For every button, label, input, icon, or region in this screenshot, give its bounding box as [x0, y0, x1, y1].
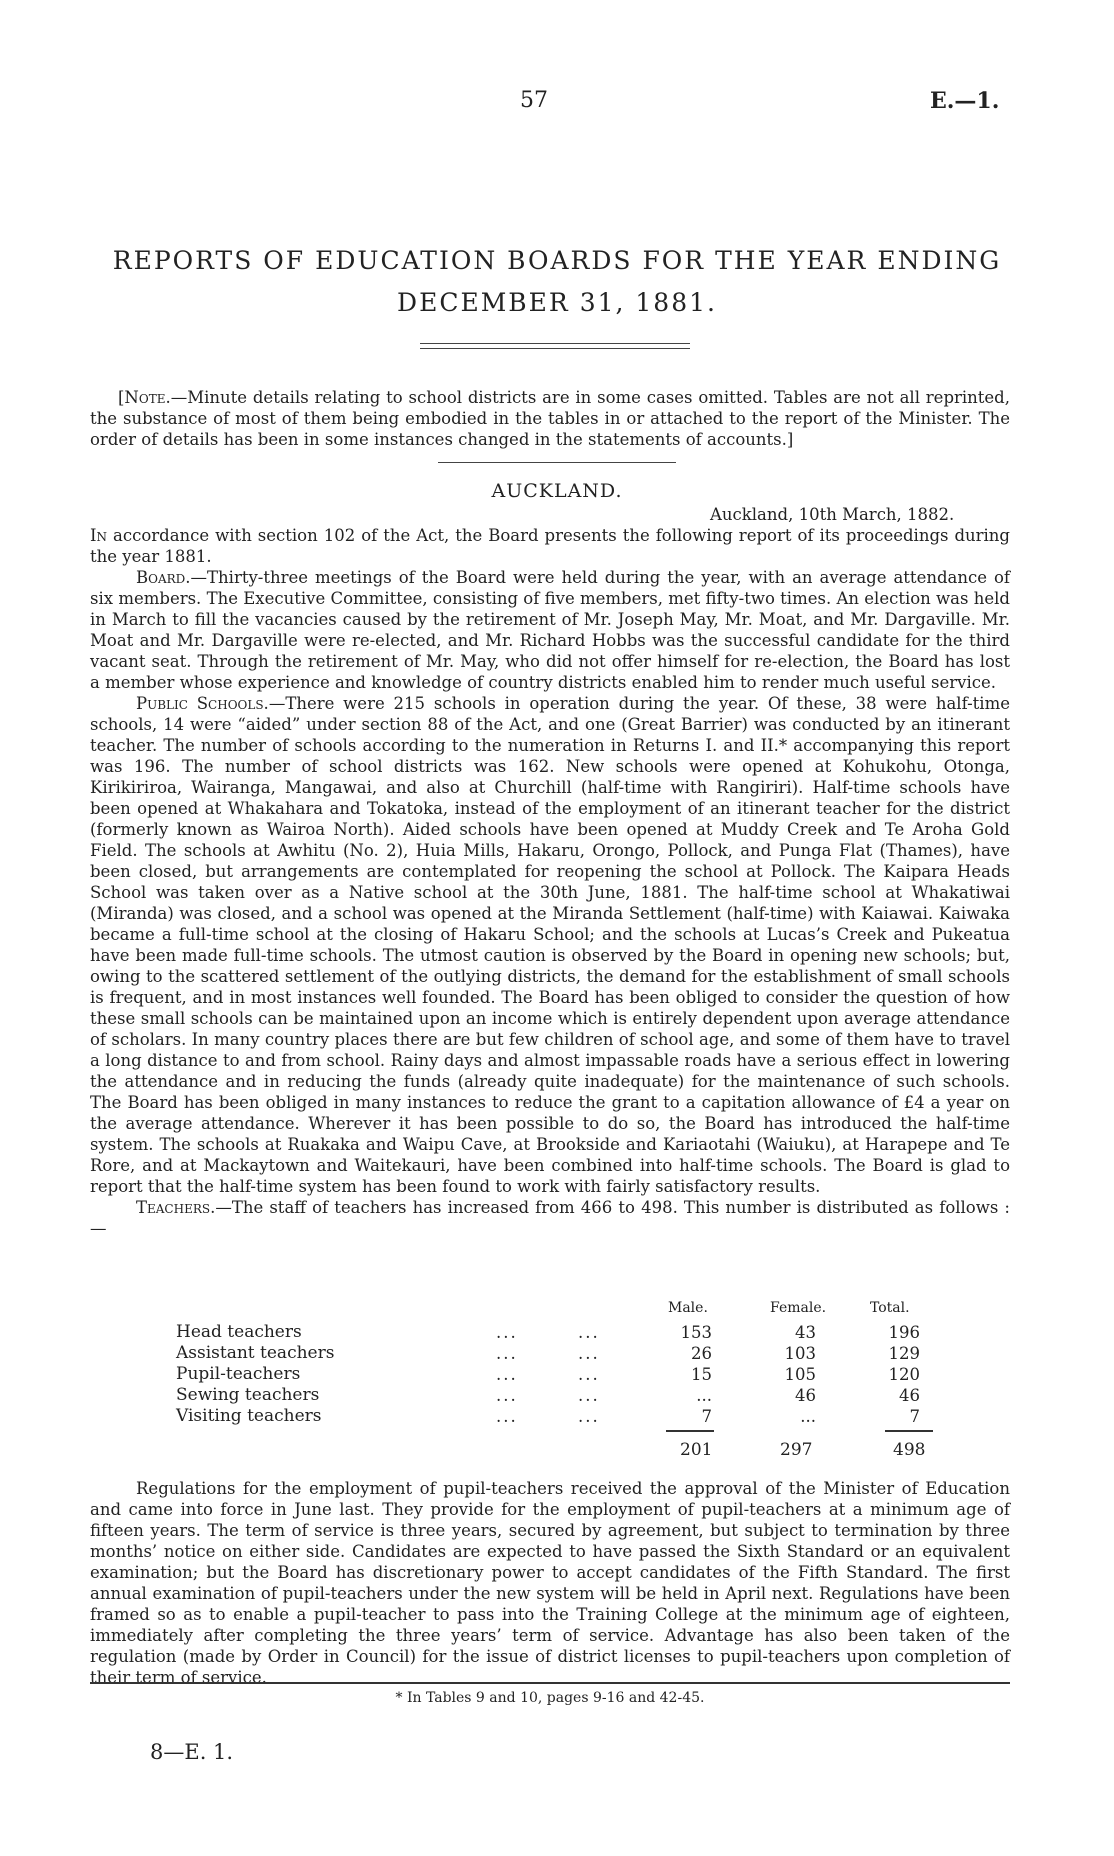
note-text: —Minute details relating to school districts are in some cases omitted. Tables are not all reprinted, the substance of most of them being embodied in the tables in or attached to the report of the Minister. The order of details has been in some instances changed in the statements of accounts.]	[90, 387, 1010, 449]
paragraph-lead: Teachers.	[136, 1198, 216, 1217]
paragraph-regulations: Regulations for the employment of pupil-teachers received the approval of the Minister of Education and came into force in June last. They provide for the employment of pupil-teachers at a minimum age of fifteen years. The term of service is three years, secured by agreement, but subject to termination by three months’ notice on either side. Candidates are expected to have passed the Sixth Standard or an equivalent examination; but the Board has discretionary power to accept candidates of the Fifth Standard. The first annual examination of pupil-teachers under the new system will be held in April next. Regulations have been framed so as to enable a pupil-teacher to pass into the Training College at the minimum age of eighteen, immediately after completing the three years’ term of service. Advantage has also been taken of the regulation (made by Order in Council) for the issue of district licenses to pupil-teachers upon completion of their term of service.	[90, 1479, 1010, 1687]
total-rule-total	[885, 1430, 933, 1432]
section-divider	[438, 462, 676, 463]
paragraph-lead: Public Schools.	[136, 694, 269, 713]
page-title	[90, 240, 1024, 324]
table-row	[176, 1385, 1010, 1406]
cell-female: ...	[800, 1407, 816, 1426]
title-line-1: REPORTS OF EDUCATION BOARDS FOR THE YEAR ENDING	[112, 246, 1002, 275]
leader-dots: ...	[578, 1344, 600, 1363]
cell-male: ...	[696, 1386, 712, 1405]
table-row	[176, 1343, 1010, 1364]
row-label: Head teachers	[176, 1322, 302, 1342]
dateline: Auckland, 10th March, 1882.	[710, 505, 955, 524]
page-number: 57	[520, 88, 548, 113]
row-label: Sewing teachers	[176, 1385, 320, 1405]
sheet-signature: 8—E. 1.	[150, 1740, 234, 1764]
cell-total: 129	[888, 1344, 920, 1363]
table-row	[176, 1406, 1010, 1427]
paragraph-text: —There were 215 schools in operation during the year. Of these, 38 were half-time schools, 14 were “aided” under section 88 of the Act, and one (Great Barrier) was conducted by an itinerant teacher. The number of schools according to the numeration in Returns I. and II.* accompanying this report was 196. The number of school districts was 162. New schools were opened at Kohukohu, Otonga, Kirikiriroa, Wairanga, Mangawai, and also at Churchill (half-time with Rangiriri). Half-time schools have been opened at Whakahara and Tokatoka, instead of the employment of an itinerant teacher for the district (formerly known as Wairoa North). Aided schools have been opened at Muddy Creek and Te Aroha Gold Field. The schools at Awhitu (No. 2), Huia Mills, Hakaru, Orongo, Pollock, and Punga Flat (Thames), have been closed, but arrangements are contemplated for reopening the school at Pollock. The Kaipara Heads School was taken over as a Native school at the 30th June, 1881. The half-time school at Whakatiwai (Miranda) was closed, and a school was opened at the Miranda Settlement (half-time) with Kaiawai. Kaiwaka became a full-time school at the closing of Hakaru School; and the schools at Lucas’s Creek and Pukeatua have been made full-time schools. The utmost caution is observed by the Board in opening new schools; but, owing to the scattered settlement of the outlying districts, the demand for the establishment of small schools is frequent, and in most instances well founded. The Board has been obliged to consider the question of how these small schools can be maintained upon an income which is entirely dependent upon average attendance of scholars. In many country places there are but few children of school age, and some of them have to travel a long distance to and from school. Rainy days and almost impassable roads have a serious effect in lowering the attendance and in reducing the funds (already quite inadequate) for the maintenance of such schools. The Board has been obliged in many instances to reduce the grant to a capitation allowance of £4 a year on the average attendance. Wherever it has been possible to do so, the Board has introduced the half-time system. The schools at Ruakaka and Waipu Cave, at Brookside and Kariaotahi (Waiuku), at Harapepe and Te Rore, and at Mackaytown and Waitekauri, have been combined into half-time schools. The Board is glad to report that the half-time system has been found to work with fairly satisfactory results.	[90, 694, 1010, 1196]
title-rule-top	[420, 343, 690, 344]
cell-male: 26	[691, 1344, 712, 1363]
column-header-female: Female.	[770, 1300, 827, 1316]
section-heading: AUCKLAND.	[491, 480, 623, 502]
paragraph-public-schools	[90, 693, 1010, 1197]
table-row	[176, 1364, 1010, 1385]
report-body	[90, 525, 1010, 1239]
title-rule-bottom	[420, 348, 690, 349]
row-label: Visiting teachers	[176, 1406, 322, 1426]
leader-dots: ...	[496, 1386, 518, 1405]
cell-male: 15	[691, 1365, 712, 1384]
cell-female: 105	[784, 1365, 816, 1384]
footnote-rule	[90, 1682, 1010, 1684]
paragraph-lead: In	[90, 526, 108, 545]
leader-dots: ...	[578, 1365, 600, 1384]
cell-total: 196	[888, 1323, 920, 1342]
cell-female: 46	[795, 1386, 816, 1405]
leader-dots: ...	[496, 1323, 518, 1342]
paragraph-text: —The staff of teachers has increased from 466 to 498. This number is distributed as follows :—	[90, 1198, 1010, 1238]
cell-female: 103	[784, 1344, 816, 1363]
cell-total: 120	[888, 1365, 920, 1384]
leader-dots: ...	[496, 1365, 518, 1384]
total-male: 201	[680, 1440, 713, 1460]
footnote: * In Tables 9 and 10, pages 9-16 and 42-45.	[395, 1690, 705, 1706]
total-overall: 498	[893, 1440, 926, 1460]
total-female: 297	[780, 1440, 813, 1460]
title-line-2: DECEMBER 31, 1881.	[397, 288, 717, 317]
paragraph-text: accordance with section 102 of the Act, the Board presents the following report of its proceedings during the year 1881.	[90, 526, 1010, 566]
row-label: Assistant teachers	[176, 1343, 335, 1363]
table-row	[176, 1322, 1010, 1343]
column-header-total: Total.	[870, 1300, 910, 1316]
paragraph-lead: Board.	[136, 568, 191, 587]
column-header-male: Male.	[668, 1300, 708, 1316]
paragraph-board	[90, 567, 1010, 693]
paragraph-text: —Thirty-three meetings of the Board were held during the year, with an average attendance of six members. The Executive Committee, consisting of five members, met fifty-two times. An election was held in March to fill the vacancies caused by the retirement of Mr. Joseph May, Mr. Moat, and Mr. Dargaville. Mr. Moat and Mr. Dargaville were re-elected, and Mr. Richard Hobbs was the successful candidate for the third vacant seat. Through the retirement of Mr. May, who did not offer himself for re-election, the Board has lost a member whose experience and knowledge of country districts enabled him to render much useful service.	[90, 568, 1010, 692]
leader-dots: ...	[578, 1407, 600, 1426]
document-code: E.—1.	[930, 88, 1000, 114]
leader-dots: ...	[578, 1386, 600, 1405]
cell-male: 153	[680, 1323, 712, 1342]
row-label: Pupil-teachers	[176, 1364, 301, 1384]
note-lead: [Note.	[118, 387, 171, 407]
leader-dots: ...	[496, 1344, 518, 1363]
cell-total: 46	[899, 1386, 920, 1405]
leader-dots: ...	[578, 1323, 600, 1342]
editorial-note	[90, 387, 1010, 450]
cell-female: 43	[795, 1323, 816, 1342]
leader-dots: ...	[496, 1407, 518, 1426]
paragraph-intro	[90, 525, 1010, 567]
total-rule-male	[666, 1430, 714, 1432]
cell-total: 7	[909, 1407, 920, 1426]
cell-male: 7	[701, 1407, 712, 1426]
paragraph-teachers	[90, 1197, 1010, 1239]
